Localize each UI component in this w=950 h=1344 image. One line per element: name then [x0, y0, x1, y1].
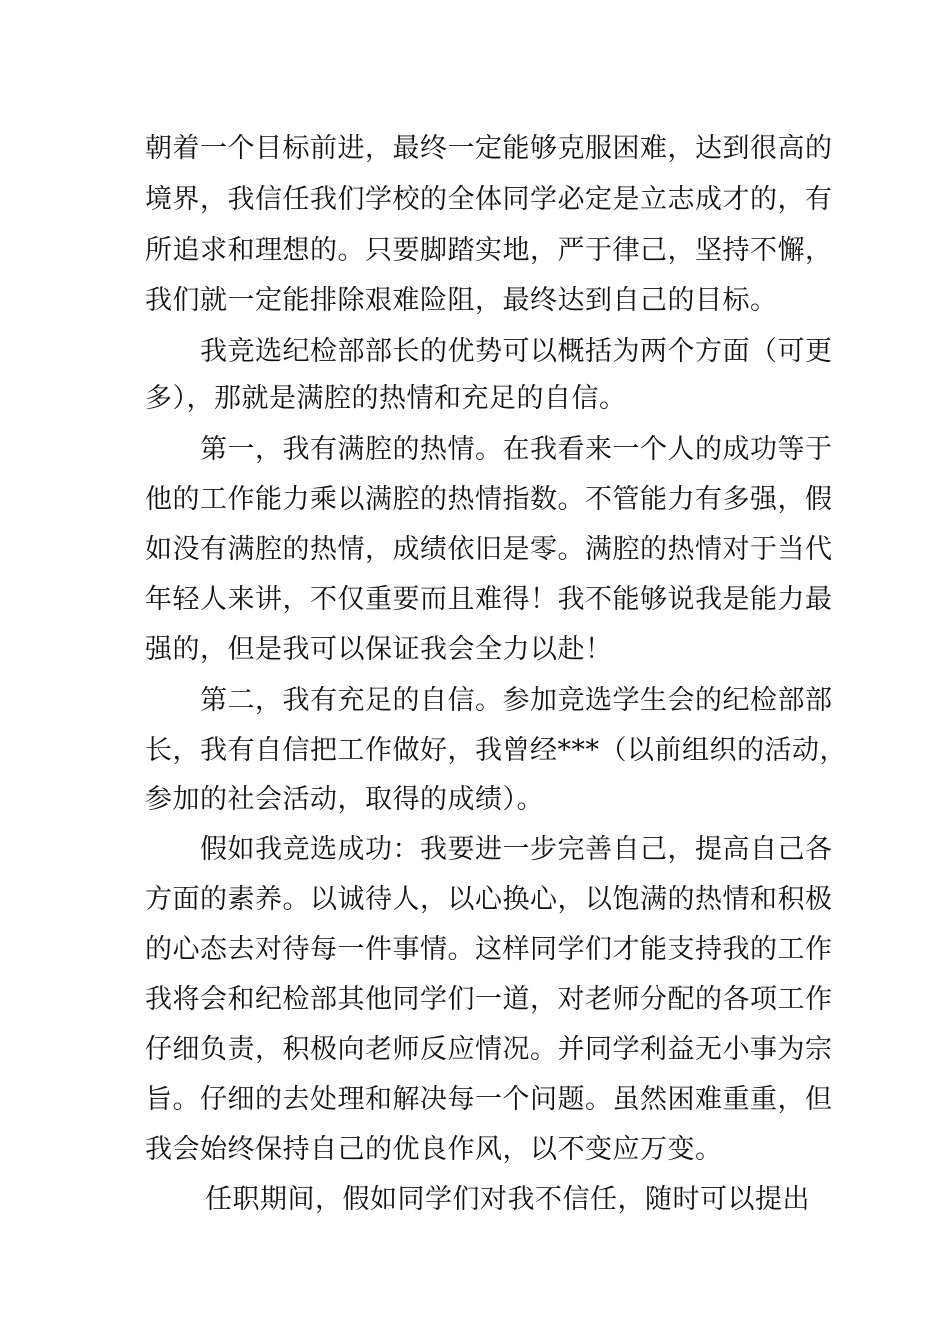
text-line: 的心态去对待每一件事情。这样同学们才能支持我的工作 — [145, 934, 833, 965]
text-line: 强的，但是我可以保证我会全力以赴！ — [145, 634, 613, 665]
text-line: 旨。仔细的去处理和解决每一个问题。虽然困难重重，但 — [145, 1084, 833, 1115]
text-line: 长，我有自信把工作做好，我曾经***（以前组织的活动， — [145, 735, 847, 766]
text-line: 第一，我有满腔的热情。在我看来一个人的成功等于 — [200, 434, 833, 465]
text-line: 多），那就是满腔的热情和充足的自信。 — [145, 383, 627, 414]
text-line: 任职期间，假如同学们对我不信任，随时可以提出 — [205, 1184, 810, 1215]
text-line: 如没有满腔的热情，成绩依旧是零。满腔的热情对于当代 — [145, 534, 833, 565]
text-line: 境界，我信任我们学校的全体同学必定是立志成才的，有 — [145, 184, 833, 215]
text-line: 第二，我有充足的自信。参加竞选学生会的纪检部部 — [200, 685, 833, 716]
text-line: 我竞选纪检部部长的优势可以概括为两个方面（可更 — [200, 336, 833, 367]
text-line: 我会始终保持自己的优良作风，以不变应万变。 — [145, 1134, 723, 1165]
text-line: 我们就一定能排除艰难险阻，最终达到自己的目标。 — [145, 285, 778, 316]
text-line: 朝着一个目标前进，最终一定能够克服困难，达到很高的 — [145, 133, 833, 164]
text-line: 方面的素养。以诚待人，以心换心，以饱满的热情和积极 — [145, 884, 833, 915]
text-line: 假如我竞选成功：我要进一步完善自己，提高自己各 — [200, 834, 833, 865]
text-line: 参加的社会活动，取得的成绩）。 — [145, 784, 544, 815]
text-line: 仔细负责，积极向老师反应情况。并同学利益无小事为宗 — [145, 1034, 833, 1065]
text-line: 年轻人来讲，不仅重要而且难得！我不能够说我是能力最 — [145, 584, 833, 615]
text-line: 他的工作能力乘以满腔的热情指数。不管能力有多强，假 — [145, 484, 833, 515]
text-line: 我将会和纪检部其他同学们一道，对老师分配的各项工作 — [145, 984, 833, 1015]
text-line: 所追求和理想的。只要脚踏实地，严于律己，坚持不懈， — [145, 235, 833, 266]
